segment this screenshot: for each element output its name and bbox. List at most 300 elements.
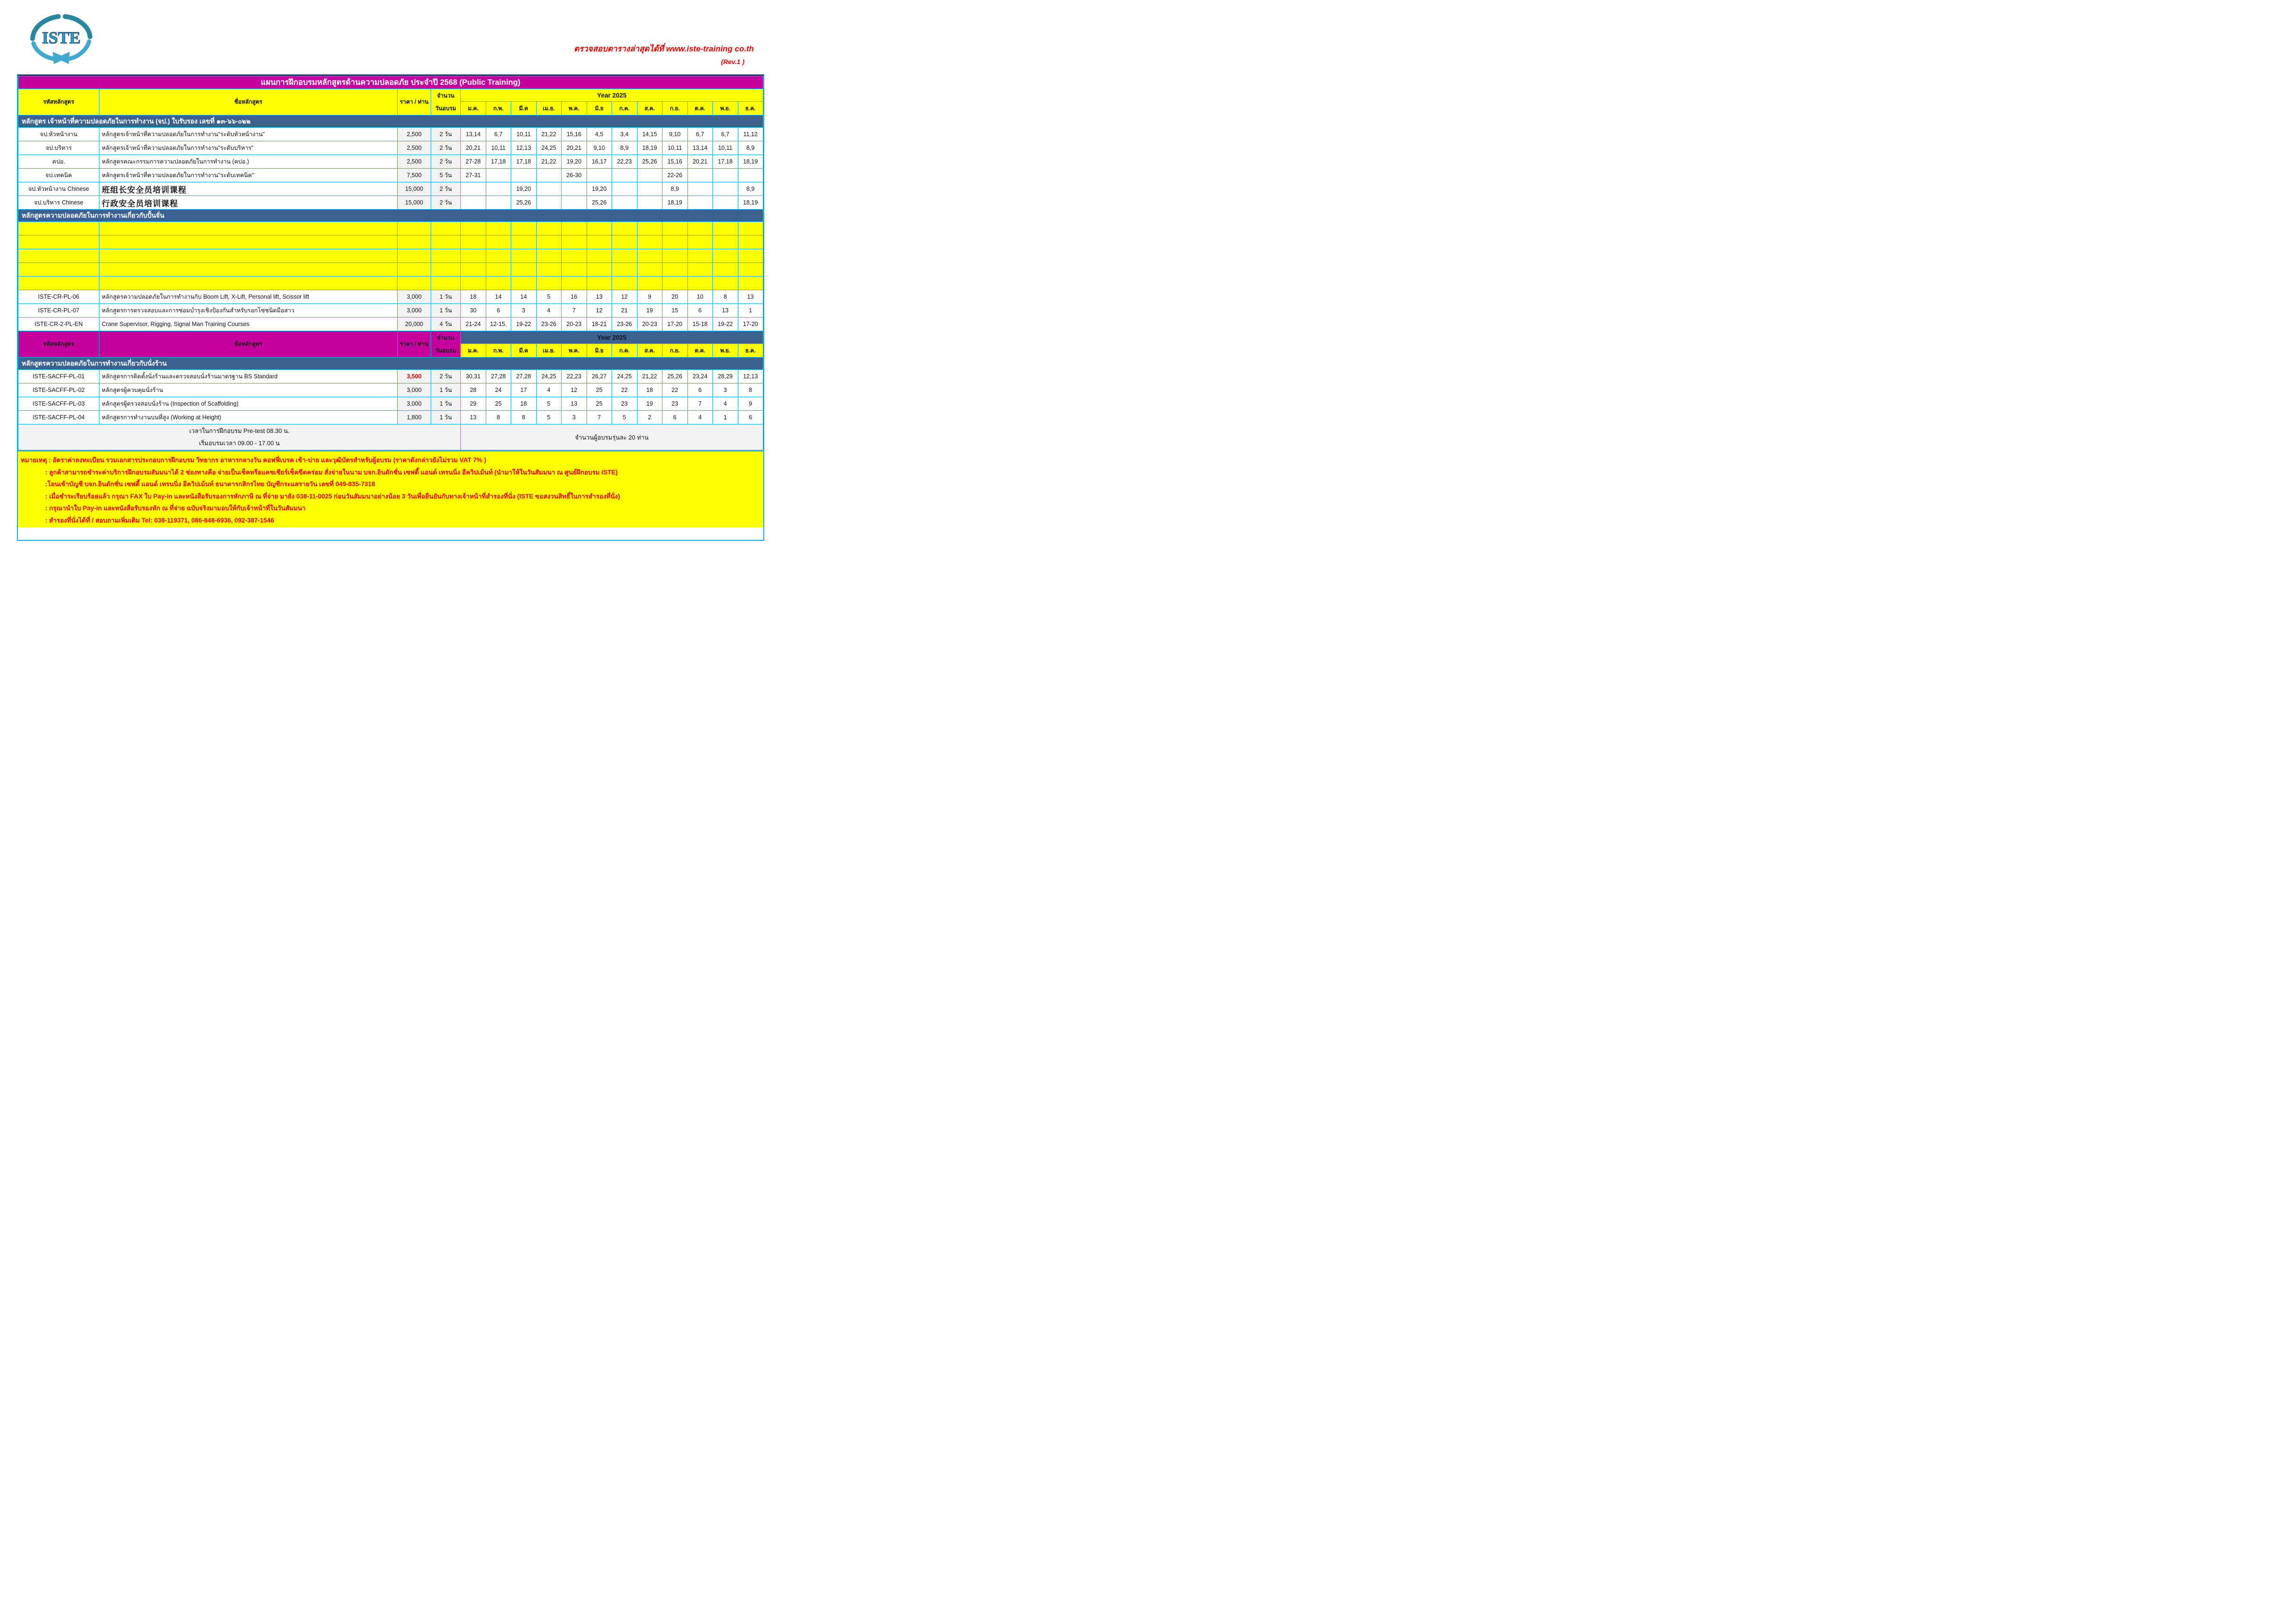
month-cell[interactable]: 1 <box>713 411 738 424</box>
empty-cell[interactable] <box>398 263 431 277</box>
month-cell[interactable]: 6,7 <box>486 128 511 141</box>
empty-cell[interactable] <box>637 277 662 290</box>
month-cell[interactable]: 8 <box>511 411 537 424</box>
empty-cell[interactable] <box>637 249 662 263</box>
month-cell[interactable]: 12,13 <box>738 370 763 383</box>
empty-cell[interactable] <box>562 222 587 236</box>
empty-cell[interactable] <box>637 263 662 277</box>
month-cell[interactable]: 22 <box>662 383 688 397</box>
days-cell[interactable]: 1 วัน <box>431 411 461 424</box>
col-header-code: รหัสหลักสูตร <box>18 89 99 115</box>
empty-cell[interactable] <box>398 277 431 290</box>
month-cell[interactable]: 3 <box>713 383 738 397</box>
month-cell[interactable]: 16 <box>562 290 587 304</box>
month-header: ธ.ค. <box>738 102 763 115</box>
empty-cell[interactable] <box>536 222 562 236</box>
month-cell[interactable]: 17 <box>511 383 537 397</box>
month-cell[interactable]: 9 <box>738 397 763 411</box>
month-cell[interactable]: 17-20 <box>738 318 763 331</box>
month-cell[interactable]: 10,11 <box>486 141 511 155</box>
month-cell[interactable]: 12,13 <box>511 141 537 155</box>
empty-cell[interactable] <box>713 236 738 249</box>
month-cell[interactable]: 20,21 <box>562 141 587 155</box>
month-cell[interactable]: 19 <box>637 304 662 318</box>
month-cell[interactable]: 9,10 <box>587 141 612 155</box>
days-cell[interactable]: 1 วัน <box>431 383 461 397</box>
empty-cell[interactable] <box>431 222 461 236</box>
month-cell[interactable]: 13 <box>587 290 612 304</box>
month-cell[interactable]: 9,10 <box>662 128 688 141</box>
month-cell[interactable]: 27,28 <box>486 370 511 383</box>
price-cell[interactable]: 2,500 <box>398 128 431 141</box>
empty-cell[interactable] <box>486 249 511 263</box>
month-cell[interactable] <box>461 182 486 196</box>
course-code-cell[interactable]: ISTE-SACFF-PL-01 <box>18 370 99 383</box>
empty-cell[interactable] <box>612 277 637 290</box>
course-code-cell[interactable]: จป.หัวหน้างาน Chinese <box>18 182 99 196</box>
month-cell[interactable]: 20-23 <box>562 318 587 331</box>
month-cell[interactable]: 6,7 <box>713 128 738 141</box>
empty-cell[interactable] <box>713 277 738 290</box>
course-code-cell[interactable]: ISTE-SACFF-PL-04 <box>18 411 99 424</box>
month-cell[interactable] <box>713 182 738 196</box>
month-cell[interactable]: 10,11 <box>713 141 738 155</box>
month-cell[interactable]: 12 <box>612 290 637 304</box>
month-cell[interactable]: 8,9 <box>738 141 763 155</box>
month-cell[interactable]: 4 <box>536 383 562 397</box>
month-cell[interactable]: 16,17 <box>587 155 612 169</box>
month-cell[interactable]: 14 <box>486 290 511 304</box>
month-cell[interactable]: 23,24 <box>687 370 713 383</box>
course-name-cell[interactable]: หลักสูตรผู้ตรวจสอบนั่งร้าน (Inspection of Scaffolding) <box>99 397 398 411</box>
month-cell[interactable]: 27-28 <box>461 155 486 169</box>
month-cell[interactable]: 8,9 <box>662 182 688 196</box>
month-cell[interactable]: 19,20 <box>587 182 612 196</box>
month-cell[interactable]: 17,18 <box>511 155 537 169</box>
month-cell[interactable] <box>687 182 713 196</box>
empty-cell[interactable] <box>662 277 688 290</box>
month-cell[interactable]: 25,26 <box>662 370 688 383</box>
empty-cell[interactable] <box>431 249 461 263</box>
month-cell[interactable] <box>536 196 562 210</box>
month-cell[interactable] <box>687 169 713 182</box>
course-code-cell[interactable]: จป.บริหาร <box>18 141 99 155</box>
empty-row <box>18 236 763 249</box>
month-cell[interactable]: 13 <box>713 304 738 318</box>
empty-cell[interactable] <box>461 277 486 290</box>
course-code-cell[interactable]: ISTE-SACFF-PL-02 <box>18 383 99 397</box>
course-code-cell[interactable]: ISTE-CR-2-PL-EN <box>18 318 99 331</box>
price-cell[interactable]: 3,000 <box>398 383 431 397</box>
month-cell[interactable]: 25 <box>587 383 612 397</box>
month-cell[interactable]: 12-15. <box>486 318 511 331</box>
month-cell[interactable]: 5 <box>536 397 562 411</box>
month-cell[interactable] <box>738 169 763 182</box>
month-cell[interactable]: 21,22 <box>637 370 662 383</box>
month-cell[interactable]: 19,20 <box>562 155 587 169</box>
month-cell[interactable]: 12 <box>562 383 587 397</box>
empty-cell[interactable] <box>486 222 511 236</box>
month-cell[interactable]: 15 <box>662 304 688 318</box>
empty-cell[interactable] <box>713 263 738 277</box>
month-cell[interactable]: 26-30 <box>562 169 587 182</box>
month-cell[interactable]: 10 <box>687 290 713 304</box>
month-cell[interactable]: 7 <box>687 397 713 411</box>
month-cell[interactable] <box>713 169 738 182</box>
course-code-cell[interactable]: ISTE-SACFF-PL-03 <box>18 397 99 411</box>
empty-cell[interactable] <box>738 277 763 290</box>
month-cell[interactable] <box>612 196 637 210</box>
month-cell[interactable]: 25,26 <box>637 155 662 169</box>
month-cell[interactable]: 15-18 <box>687 318 713 331</box>
month-cell[interactable]: 24,25 <box>536 370 562 383</box>
empty-cell[interactable] <box>511 263 537 277</box>
latest-schedule-link[interactable]: ตรวจสอบตารางล่าสุดได้ที่ www.iste-training co.th <box>574 44 754 53</box>
days-cell[interactable]: 1 วัน <box>431 304 461 318</box>
month-cell[interactable]: 2 <box>637 411 662 424</box>
course-code-cell[interactable]: ISTE-CR-PL-07 <box>18 304 99 318</box>
month-cell[interactable]: 29 <box>461 397 486 411</box>
empty-cell[interactable] <box>536 277 562 290</box>
month-cell[interactable]: 24,25 <box>536 141 562 155</box>
month-cell[interactable]: 9 <box>637 290 662 304</box>
empty-cell[interactable] <box>562 263 587 277</box>
month-cell[interactable]: 6 <box>662 411 688 424</box>
month-cell[interactable]: 19,20 <box>511 182 537 196</box>
month-cell[interactable]: 23 <box>612 397 637 411</box>
month-cell[interactable]: 22,23 <box>562 370 587 383</box>
course-code-cell[interactable]: จป.บริหาร Chinese <box>18 196 99 210</box>
empty-cell[interactable] <box>562 249 587 263</box>
empty-cell[interactable] <box>738 222 763 236</box>
month-cell[interactable]: 22-26 <box>662 169 688 182</box>
course-code-cell[interactable]: จป.หัวหน้างาน <box>18 128 99 141</box>
month-cell[interactable]: 13 <box>738 290 763 304</box>
month-cell[interactable]: 18,19 <box>738 196 763 210</box>
month-cell[interactable]: 21,22 <box>536 128 562 141</box>
price-cell[interactable]: 15,000 <box>398 182 431 196</box>
month-cell[interactable]: 15,16 <box>562 128 587 141</box>
empty-cell[interactable] <box>18 263 99 277</box>
course-name-cell[interactable]: หลักสูตรคณะกรรมการความปลอดภัยในการทำงาน (คปอ.) <box>99 155 398 169</box>
month-cell[interactable]: 6 <box>738 411 763 424</box>
month-cell[interactable]: 18,19 <box>738 155 763 169</box>
empty-cell[interactable] <box>461 236 486 249</box>
empty-cell[interactable] <box>612 263 637 277</box>
days-cell[interactable]: 4 วัน <box>431 318 461 331</box>
month-cell[interactable]: 6 <box>486 304 511 318</box>
empty-cell[interactable] <box>587 222 612 236</box>
course-code-cell[interactable]: คปอ. <box>18 155 99 169</box>
month-cell[interactable]: 1 <box>738 304 763 318</box>
empty-cell[interactable] <box>587 263 612 277</box>
price-cell[interactable]: 2,500 <box>398 141 431 155</box>
price-cell[interactable]: 3,000 <box>398 304 431 318</box>
month-cell[interactable] <box>713 196 738 210</box>
course-name-cell[interactable]: หลักสูตรความปลอดภัยในการทำงานกับ Boom Lift, X-Lift, Personal lift, Scissor lift <box>99 290 398 304</box>
month-cell[interactable]: 23-26 <box>536 318 562 331</box>
empty-cell[interactable] <box>687 249 713 263</box>
empty-cell[interactable] <box>713 222 738 236</box>
course-code-cell[interactable]: จป.เทคนิค <box>18 169 99 182</box>
month-cell[interactable] <box>562 182 587 196</box>
empty-cell[interactable] <box>713 249 738 263</box>
empty-cell[interactable] <box>99 249 398 263</box>
month-cell[interactable]: 12 <box>587 304 612 318</box>
empty-cell[interactable] <box>461 249 486 263</box>
month-cell[interactable]: 8,9 <box>738 182 763 196</box>
days-cell[interactable]: 2 วัน <box>431 155 461 169</box>
empty-row <box>18 277 763 290</box>
empty-cell[interactable] <box>612 236 637 249</box>
empty-cell[interactable] <box>587 277 612 290</box>
course-code-cell[interactable]: ISTE-CR-PL-06 <box>18 290 99 304</box>
month-cell[interactable]: 18-21 <box>587 318 612 331</box>
course-name-cell[interactable]: หลักสูตรการตรวจสอบและการซ่อมบำรุงเชิงป้องกันสำหรับรอกโซ่ชนิดมือสาว <box>99 304 398 318</box>
empty-cell[interactable] <box>486 277 511 290</box>
month-cell[interactable]: 22 <box>612 383 637 397</box>
month-cell[interactable]: 7 <box>587 411 612 424</box>
month-cell[interactable]: 18,19 <box>662 196 688 210</box>
month-cell[interactable]: 20-23 <box>637 318 662 331</box>
empty-cell[interactable] <box>536 249 562 263</box>
month-cell[interactable]: 8 <box>738 383 763 397</box>
course-name-cell[interactable]: หลักสูตรผู้ควบคุมนั่งร้าน <box>99 383 398 397</box>
empty-cell[interactable] <box>738 249 763 263</box>
month-cell[interactable]: 28,29 <box>713 370 738 383</box>
price-cell[interactable]: 3,000 <box>398 397 431 411</box>
month-cell[interactable]: 23-26 <box>612 318 637 331</box>
month-cell[interactable]: 19 <box>637 397 662 411</box>
price-cell[interactable]: 15,000 <box>398 196 431 210</box>
month-cell[interactable] <box>486 182 511 196</box>
month-cell[interactable] <box>461 196 486 210</box>
empty-cell[interactable] <box>738 236 763 249</box>
month-cell[interactable]: 8 <box>486 411 511 424</box>
course-name-cell[interactable]: หลักสูตรเจ้าหน้าที่ความปลอดภัยในการทำงาน"ระดับหัวหน้างาน" <box>99 128 398 141</box>
days-cell[interactable]: 1 วัน <box>431 397 461 411</box>
month-cell[interactable]: 20 <box>662 290 688 304</box>
month-cell[interactable]: 27,28 <box>511 370 537 383</box>
month-cell[interactable]: 26,27 <box>587 370 612 383</box>
empty-cell[interactable] <box>687 263 713 277</box>
empty-cell[interactable] <box>587 249 612 263</box>
month-cell[interactable]: 5 <box>612 411 637 424</box>
month-cell[interactable]: 10,11 <box>511 128 537 141</box>
month-cell[interactable]: 30,31 <box>461 370 486 383</box>
empty-cell[interactable] <box>662 263 688 277</box>
month-cell[interactable]: 27-31 <box>461 169 486 182</box>
month-cell[interactable] <box>486 196 511 210</box>
empty-cell[interactable] <box>18 249 99 263</box>
empty-cell[interactable] <box>18 236 99 249</box>
days-cell[interactable]: 1 วัน <box>431 290 461 304</box>
month-cell[interactable] <box>536 182 562 196</box>
month-cell[interactable]: 30 <box>461 304 486 318</box>
month-cell[interactable]: 25 <box>486 397 511 411</box>
month-cell[interactable]: 25 <box>587 397 612 411</box>
empty-cell[interactable] <box>461 263 486 277</box>
empty-cell[interactable] <box>431 236 461 249</box>
course-name-cell[interactable]: 班组长安全员培训课程 <box>99 182 398 196</box>
empty-cell[interactable] <box>587 236 612 249</box>
month-cell[interactable]: 17,18 <box>713 155 738 169</box>
month-cell[interactable]: 3 <box>511 304 537 318</box>
price-cell[interactable]: 3,500 <box>398 370 431 383</box>
month-cell[interactable]: 14,15 <box>637 128 662 141</box>
month-cell[interactable]: 6 <box>687 383 713 397</box>
empty-cell[interactable] <box>612 249 637 263</box>
month-cell[interactable]: 18 <box>637 383 662 397</box>
days-cell[interactable]: 2 วัน <box>431 141 461 155</box>
price-cell[interactable]: 7,500 <box>398 169 431 182</box>
empty-cell[interactable] <box>461 222 486 236</box>
empty-cell[interactable] <box>612 222 637 236</box>
month-cell[interactable]: 4 <box>687 411 713 424</box>
empty-cell[interactable] <box>662 236 688 249</box>
month-cell[interactable]: 15,16 <box>662 155 688 169</box>
empty-cell[interactable] <box>511 249 537 263</box>
month-cell[interactable]: 8,9 <box>612 141 637 155</box>
month-cell[interactable]: 3 <box>562 411 587 424</box>
month-cell[interactable] <box>536 169 562 182</box>
month-cell[interactable]: 6,7 <box>687 128 713 141</box>
month-cell[interactable] <box>562 196 587 210</box>
month-cell[interactable]: 6 <box>687 304 713 318</box>
month-cell[interactable] <box>486 169 511 182</box>
empty-cell[interactable] <box>687 222 713 236</box>
month-cell[interactable]: 18 <box>511 397 537 411</box>
month-cell[interactable] <box>511 169 537 182</box>
days-cell[interactable]: 5 วัน <box>431 169 461 182</box>
course-name-cell[interactable]: 行政安全员培训课程 <box>99 196 398 210</box>
empty-cell[interactable] <box>99 277 398 290</box>
month-cell[interactable]: 4 <box>713 397 738 411</box>
course-name-cell[interactable]: หลักสูตรการทำงานบนที่สูง (Working at Height) <box>99 411 398 424</box>
course-name-cell[interactable]: หลักสูตรเจ้าหน้าที่ความปลอดภัยในการทำงาน"ระดับเทคนิค" <box>99 169 398 182</box>
month-cell[interactable]: 17,18 <box>486 155 511 169</box>
empty-cell[interactable] <box>511 236 537 249</box>
empty-cell[interactable] <box>99 236 398 249</box>
month-cell[interactable]: 20,21 <box>461 141 486 155</box>
month-cell[interactable]: 4,5 <box>587 128 612 141</box>
course-name-cell[interactable]: หลักสูตรการติดตั้งนั่งร้านและตรวจสอบนั่งร้านมาตรฐาน BS Standard <box>99 370 398 383</box>
price-cell[interactable]: 3,000 <box>398 290 431 304</box>
empty-cell[interactable] <box>687 236 713 249</box>
month-cell[interactable]: 25,26 <box>511 196 537 210</box>
empty-cell[interactable] <box>99 263 398 277</box>
month-cell[interactable]: 4 <box>536 304 562 318</box>
month-cell[interactable] <box>637 182 662 196</box>
month-cell[interactable]: 18 <box>461 290 486 304</box>
month-cell[interactable]: 11,12 <box>738 128 763 141</box>
month-cell[interactable]: 19-22 <box>511 318 537 331</box>
empty-cell[interactable] <box>637 222 662 236</box>
month-cell[interactable]: 21 <box>612 304 637 318</box>
empty-cell[interactable] <box>536 236 562 249</box>
course-name-cell[interactable]: หลักสูตรเจ้าหน้าที่ความปลอดภัยในการทำงาน"ระดับบริหาร" <box>99 141 398 155</box>
empty-cell[interactable] <box>687 277 713 290</box>
days-cell[interactable]: 2 วัน <box>431 128 461 141</box>
month-cell[interactable]: 17-20 <box>662 318 688 331</box>
month-header: ก.ย. <box>662 102 688 115</box>
month-cell[interactable] <box>612 169 637 182</box>
month-cell[interactable]: 21-24 <box>461 318 486 331</box>
days-cell[interactable]: 2 วัน <box>431 182 461 196</box>
month-cell[interactable]: 24,25 <box>612 370 637 383</box>
empty-cell[interactable] <box>18 222 99 236</box>
month-cell[interactable]: 5 <box>536 290 562 304</box>
month-header: ต.ค. <box>687 344 713 358</box>
month-cell[interactable] <box>587 169 612 182</box>
column-header-row-2 <box>18 331 763 344</box>
course-name-cell[interactable]: Crane Supervisor, Rigging, Signal Man Training Courses <box>99 318 398 331</box>
empty-cell[interactable] <box>562 236 587 249</box>
month-cell[interactable]: 3,4 <box>612 128 637 141</box>
month-cell[interactable]: 13 <box>562 397 587 411</box>
empty-cell[interactable] <box>398 236 431 249</box>
month-cell[interactable]: 20,21 <box>687 155 713 169</box>
empty-cell[interactable] <box>738 263 763 277</box>
empty-cell[interactable] <box>431 277 461 290</box>
empty-cell[interactable] <box>511 222 537 236</box>
month-cell[interactable] <box>687 196 713 210</box>
empty-cell[interactable] <box>398 249 431 263</box>
empty-cell[interactable] <box>99 222 398 236</box>
empty-cell[interactable] <box>486 263 511 277</box>
month-cell[interactable]: 13,14 <box>461 128 486 141</box>
month-cell[interactable]: 14 <box>511 290 537 304</box>
month-cell[interactable] <box>637 169 662 182</box>
empty-cell[interactable] <box>431 263 461 277</box>
month-cell[interactable]: 7 <box>562 304 587 318</box>
empty-cell[interactable] <box>486 236 511 249</box>
month-cell[interactable]: 21,22 <box>536 155 562 169</box>
month-cell[interactable] <box>612 182 637 196</box>
month-cell[interactable]: 5 <box>536 411 562 424</box>
days-cell[interactable]: 2 วัน <box>431 370 461 383</box>
empty-cell[interactable] <box>662 249 688 263</box>
month-cell[interactable]: 18,19 <box>637 141 662 155</box>
price-cell[interactable]: 1,800 <box>398 411 431 424</box>
empty-cell[interactable] <box>511 277 537 290</box>
empty-cell[interactable] <box>562 277 587 290</box>
month-cell[interactable]: 22,23 <box>612 155 637 169</box>
month-cell[interactable]: 28 <box>461 383 486 397</box>
month-cell[interactable]: 24 <box>486 383 511 397</box>
month-cell[interactable]: 13,14 <box>687 141 713 155</box>
month-header: ม.ค. <box>461 102 486 115</box>
month-cell[interactable]: 13 <box>461 411 486 424</box>
month-header: พ.ค. <box>562 344 587 358</box>
month-cell[interactable] <box>637 196 662 210</box>
iste-logo <box>25 10 97 68</box>
empty-cell[interactable] <box>662 222 688 236</box>
month-cell[interactable]: 10,11 <box>662 141 688 155</box>
month-cell[interactable]: 8 <box>713 290 738 304</box>
month-header: มิ.ย <box>587 102 612 115</box>
empty-cell[interactable] <box>637 236 662 249</box>
price-cell[interactable]: 2,500 <box>398 155 431 169</box>
days-cell[interactable]: 2 วัน <box>431 196 461 210</box>
empty-cell[interactable] <box>536 263 562 277</box>
empty-cell[interactable] <box>398 222 431 236</box>
month-cell[interactable]: 19-22 <box>713 318 738 331</box>
month-cell[interactable]: 25,26 <box>587 196 612 210</box>
price-cell[interactable]: 20,000 <box>398 318 431 331</box>
empty-cell[interactable] <box>18 277 99 290</box>
month-cell[interactable]: 23 <box>662 397 688 411</box>
